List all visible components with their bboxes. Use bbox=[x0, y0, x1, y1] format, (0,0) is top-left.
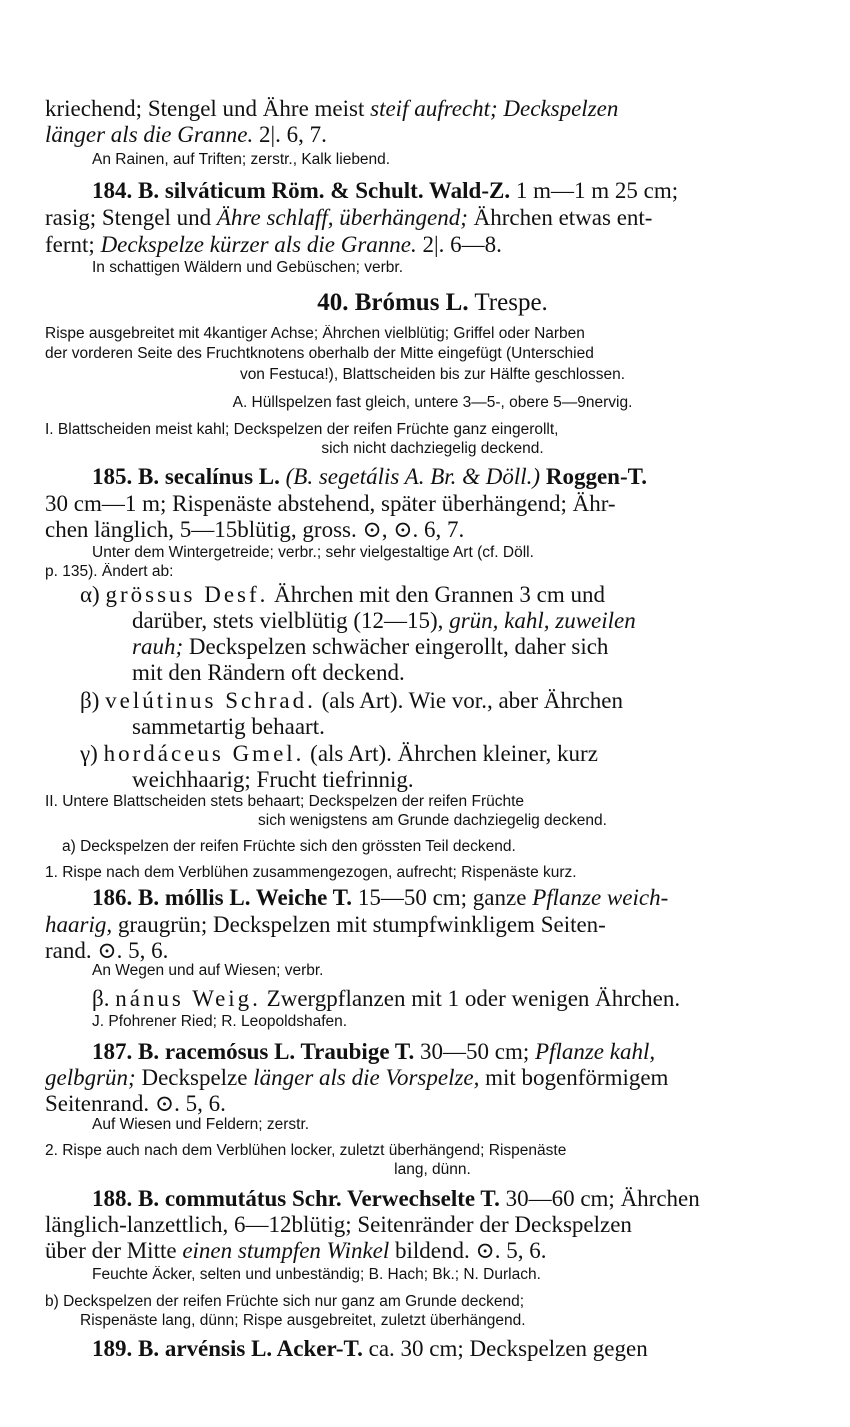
key-heading-2: lang, dünn. bbox=[394, 1161, 471, 1178]
species-entry-187: 187. B. racemósus L. Traubige T. 30—50 cm; Pflanze kahl, bbox=[92, 1039, 656, 1064]
genus-heading: 40. Brómus L. Trespe. bbox=[317, 289, 548, 316]
text-line: chen länglich, 5—15blütig, gross. ⊙, ⊙. 6, 7. bbox=[45, 517, 465, 542]
text-line: rasig; Stengel und Ähre schlaff, überhängend; Ährchen etwas ent- bbox=[45, 205, 653, 230]
text-line: rauh; Deckspelzen schwächer eingerollt, daher sich bbox=[132, 634, 609, 659]
species-entry-188: 188. B. commutátus Schr. Verwechselte T. 30—60 cm; Ährchen bbox=[92, 1186, 700, 1211]
habitat-note: Unter dem Wintergetreide; verbr.; sehr vielgestaltige Art (cf. Döll. bbox=[92, 544, 534, 561]
species-entry-186: 186. B. móllis L. Weiche T. 15—50 cm; ganze Pflanze weich- bbox=[92, 885, 669, 910]
text-line: 30 cm—1 m; Rispenäste abstehend, später überhängend; Ähr- bbox=[45, 491, 616, 516]
text-line: Seitenrand. ⊙. 5, 6. bbox=[45, 1091, 226, 1116]
genus-description: Rispe ausgebreitet mit 4kantiger Achse; Ährchen vielblütig; Griffel oder Narben bbox=[45, 325, 585, 342]
key-heading-I: sich nicht dachziegelig deckend. bbox=[321, 440, 544, 457]
text-line: mit den Rändern oft deckend. bbox=[132, 660, 405, 685]
text-line: fernt; Deckspelze kürzer als die Granne. 2|. 6—8. bbox=[45, 232, 502, 257]
habitat-note: An Wegen und auf Wiesen; verbr. bbox=[92, 962, 324, 979]
habitat-note: An Rainen, auf Triften; zerstr., Kalk liebend. bbox=[92, 151, 391, 168]
text-line: über der Mitte einen stumpfen Winkel bildend. ⊙. 5, 6. bbox=[45, 1238, 547, 1263]
key-heading-A: A. Hüllspelzen fast gleich, untere 3—5-, obere 5—9nervig. bbox=[232, 394, 633, 411]
habitat-note: Auf Wiesen und Feldern; zerstr. bbox=[92, 1116, 310, 1133]
key-heading-1: 1. Rispe nach dem Verblühen zusammengezogen, aufrecht; Rispenäste kurz. bbox=[45, 864, 577, 881]
key-heading-a: a) Deckspelzen der reifen Früchte sich den grössten Teil deckend. bbox=[62, 838, 516, 855]
variety-nanus: β. nánus Weig. Zwergpflanzen mit 1 oder wenigen Ährchen. bbox=[92, 986, 681, 1011]
text-line: sammetartig behaart. bbox=[132, 714, 325, 739]
key-heading-I: I. Blattscheiden meist kahl; Deckspelzen der reifen Früchte ganz eingerollt, bbox=[45, 421, 559, 438]
text-line: haarig, graugrün; Deckspelzen mit stumpfwinkligem Seiten- bbox=[45, 912, 606, 937]
text-line: länger als die Granne. 2|. 6, 7. bbox=[45, 122, 327, 147]
variety-beta: β) velútinus Schrad. (als Art). Wie vor., aber Ährchen bbox=[80, 688, 623, 713]
habitat-note: In schattigen Wäldern und Gebüschen; verbr. bbox=[92, 259, 404, 276]
variety-alpha: α) grössus Desf. Ährchen mit den Grannen 3 cm und bbox=[80, 582, 606, 607]
key-heading-b: Rispenäste lang, dünn; Rispe ausgebreitet, zuletzt überhängend. bbox=[80, 1312, 526, 1329]
text-line: länglich-lanzettlich, 6—12blütig; Seitenränder der Deckspelzen bbox=[45, 1212, 632, 1237]
genus-description: der vorderen Seite des Fruchtknotens oberhalb der Mitte eingefügt (Unterschied bbox=[45, 345, 594, 362]
locality-note: J. Pfohrener Ried; R. Leopoldshafen. bbox=[92, 1013, 348, 1030]
species-entry-189: 189. B. arvénsis L. Acker-T. ca. 30 cm; Deckspelzen gegen bbox=[92, 1336, 648, 1361]
variety-gamma: γ) hordáceus Gmel. (als Art). Ährchen kleiner, kurz bbox=[80, 741, 598, 766]
key-heading-II: sich wenigstens am Grunde dachziegelig deckend. bbox=[258, 812, 607, 829]
text-line: gelbgrün; Deckspelze länger als die Vorspelze, mit bogenförmigem bbox=[45, 1065, 669, 1090]
habitat-note: Feuchte Äcker, selten und unbeständig; B. Hach; Bk.; N. Durlach. bbox=[92, 1266, 541, 1283]
text-line: kriechend; Stengel und Ähre meist steif aufrecht; Deckspelzen bbox=[45, 96, 619, 121]
key-heading-II: II. Untere Blattscheiden stets behaart; Deckspelzen der reifen Früchte bbox=[45, 793, 525, 810]
key-heading-2: 2. Rispe auch nach dem Verblühen locker, zuletzt überhängend; Rispenäste bbox=[45, 1142, 567, 1159]
habitat-note: p. 135). Ändert ab: bbox=[45, 563, 174, 580]
species-entry-184: 184. B. silváticum Röm. & Schult. Wald-Z. 1 m—1 m 25 cm; bbox=[92, 178, 679, 203]
text-line: rand. ⊙. 5, 6. bbox=[45, 938, 169, 963]
text-line: darüber, stets vielblütig (12—15), grün, kahl, zuweilen bbox=[132, 608, 636, 633]
key-heading-b: b) Deckspelzen der reifen Früchte sich nur ganz am Grunde deckend; bbox=[45, 1293, 525, 1310]
genus-description: von Festuca!), Blattscheiden bis zur Hälfte geschlossen. bbox=[239, 366, 626, 383]
species-entry-185: 185. B. secalínus L. (B. segetális A. Br. & Döll.) Roggen-T. bbox=[92, 464, 648, 489]
text-line: weichhaarig; Frucht tiefrinnig. bbox=[132, 767, 414, 792]
